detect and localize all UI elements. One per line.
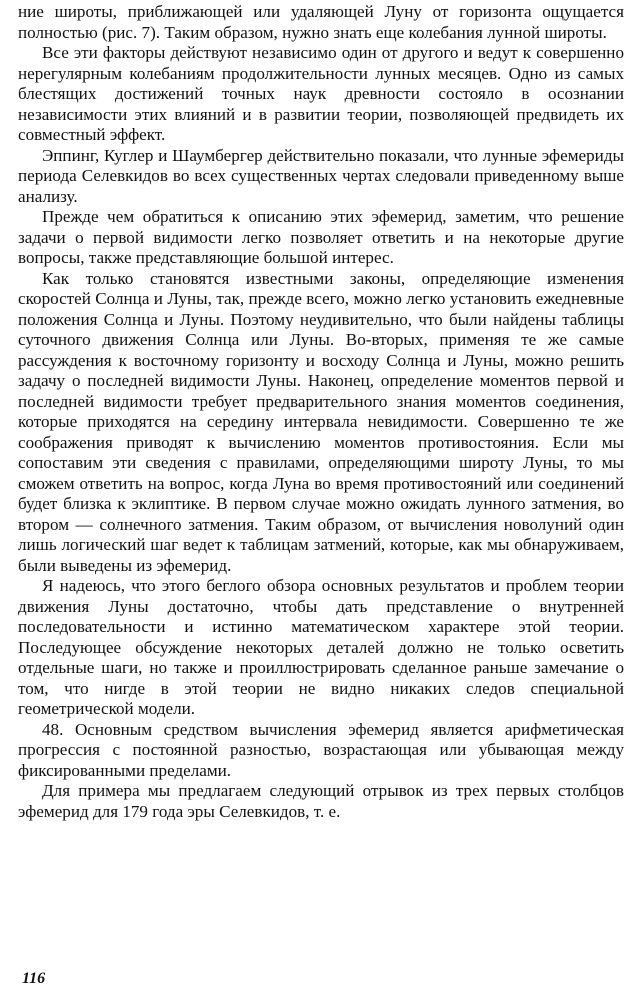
paragraph-6: Я надеюсь, что этого беглого обзора основных результатов и проблем теории движения Луны достаточно, чтобы дать представление о внутренней последовательности и истинно математическом характере этой теории. Последующее обсуждение некоторых деталей должно не только осветить отдельные шаги, но также и проиллюстрировать сделанное раньше замечание о том, что нигде в этой теории не видно никаких следов специальной геометрической модели. [18,576,624,718]
page-number: 116 [22,970,46,987]
paragraph-8: Для примера мы предлагаем следующий отрывок из трех первых столбцов эфемерид для 179 года эры Селевкидов, т. е. [18,781,624,821]
paragraph-5: Как только становятся известными законы, определяющие изменения скоростей Солнца и Луны, так, прежде всего, можно легко установить ежедневные положения Солнца и Луны. Поэтому неудивительно, что были найдены таблицы суточного движения Солнца или Луны. Во-вторых, применяя те же самые рассуждения к восточному горизонту и восходу Солнца и Луны, можно решить задачу о последней видимости Луны. Наконец, определение моментов первой и последней видимости требует предварительного знания моментов соединения, которые приходятся на середину интервала невидимости. Совершенно те же соображения приводят к вычислению моментов противостояния. Если мы сопоставим эти сведения с правилами, определяющими широту Луны, то мы сможем ответить на вопрос, когда Луна во время противостояний или соединений будет близка к эклиптике. В первом случае можно ожидать лунного затмения, во втором — солнечного затмения. Таким образом, от вычисления новолуний один лишь логический шаг ведет к таблицам затмений, которые, как мы обнаруживаем, были выведены из эфемерид. [18,268,624,575]
paragraph-3: Эппинг, Куглер и Шаумбергер действительно показали, что лунные эфемериды периода Селевкидов во всех существенных чертах следовали приведенному выше анализу. [18,145,624,206]
paragraph-4: Прежде чем обратиться к описанию этих эфемерид, заметим, что решение задачи о первой видимости легко позволяет ответить и на некоторые другие вопросы, также представляющие большой интерес. [18,207,624,267]
paragraph-7: 48. Основным средством вычисления эфемерид является арифметическая прогрессия с постоянной разностью, возрастающая или убывающая между фиксированными пределами. [18,719,624,780]
paragraph-2: Все эти факторы действуют независимо один от другого и ведут к совершенно нерегулярным колебаниям продолжительности лунных месяцев. Одно из самых блестящих достижений точных наук древности состояло в осознании независимости этих влияний и в развитии теории, позволяющей предвидеть их совместный эффект. [18,43,624,144]
paragraph-1: ние широты, приближающей или удаляющей Луну от горизонта ощущается полностью (рис. 7). Таким образом, нужно знать еще колебания лунной широты. [18,2,624,42]
